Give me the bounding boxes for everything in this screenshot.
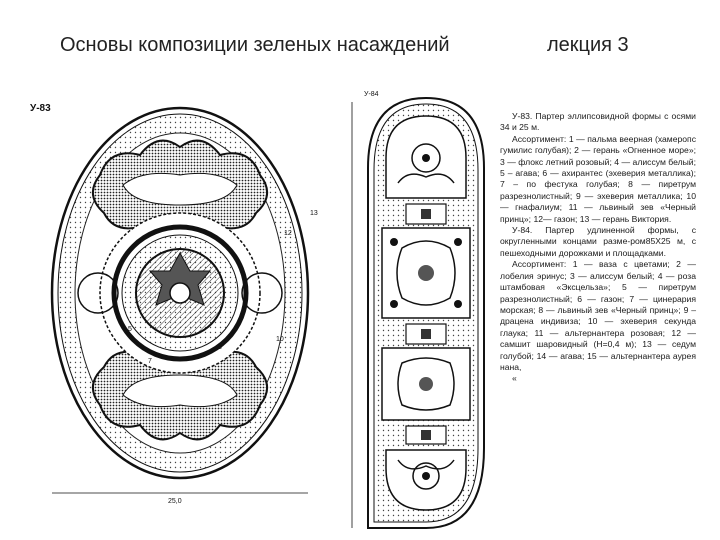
- callout-label: 10: [276, 336, 284, 343]
- callout-label: 8: [218, 344, 222, 351]
- callout-label: 13: [310, 210, 318, 217]
- lecture-label: лекция 3: [547, 34, 629, 56]
- figure-label-u84: У-84: [364, 91, 379, 98]
- callout-label: 12: [284, 230, 292, 237]
- slide-title: Основы композиции зеленых насаждений: [60, 34, 450, 56]
- paragraph-u84-intro: У-84. Партер удлиненной формы, с округленными концами разме-ром85Х25 м, с пешеходными дорожками и площадками.: [500, 225, 696, 258]
- paragraph-u83-assortment: Ассортимент: 1 — пальма веерная (хамеропс гумилис голубая); 2 — герань «Огненное море»; 3 — флокс летний розовый; 4 — алиссум белый; 5 – агава; 6 — ахирантес (эхеверия металлика); 7 – по фестука голубая; 8 — пиретрум разрезнолистный; 9 — эхеверия металлика; 10 — гнафалиум; 11 — львиный зев «Черный принц»; 12— газон; 13 — герань Виктория.: [500, 133, 696, 224]
- callout-label: 5: [128, 326, 132, 333]
- paragraph-u84-assortment: Ассортимент: 1 — ваза с цветами; 2 — лобелия эринус; 3 — алиссум белый; 4 — роза штамбовая «Эксцельза»; 5 — пиретрум разрезнолистный; 6 — газон; 7 — цинерария морская; 8 — львиный зев «Черный принц»; 9 – драцена индивиза; 10 — эхеверия секунда глаука; 11 — альтернантера розовая; 12 — самшит шаровидный (Н=0,4 м); 13 — седум голубой; 14 — агава; 15 — альтернантера аурея нана,: [500, 259, 696, 372]
- description-text: [500, 111, 696, 385]
- callout-label: 7: [148, 358, 152, 365]
- parterre-u83-drawing: [28, 95, 338, 510]
- paragraph-u83-intro: У-83. Партер эллипсовидной формы с осями 34 и 25 м.: [500, 111, 696, 133]
- paragraph-trailing-quote: «: [512, 373, 517, 384]
- dimension-width-label: 25,0: [168, 498, 182, 505]
- parterre-u84-drawing: [346, 88, 494, 533]
- figure-label-u83: У-83: [30, 103, 51, 114]
- slide-header: [0, 34, 720, 64]
